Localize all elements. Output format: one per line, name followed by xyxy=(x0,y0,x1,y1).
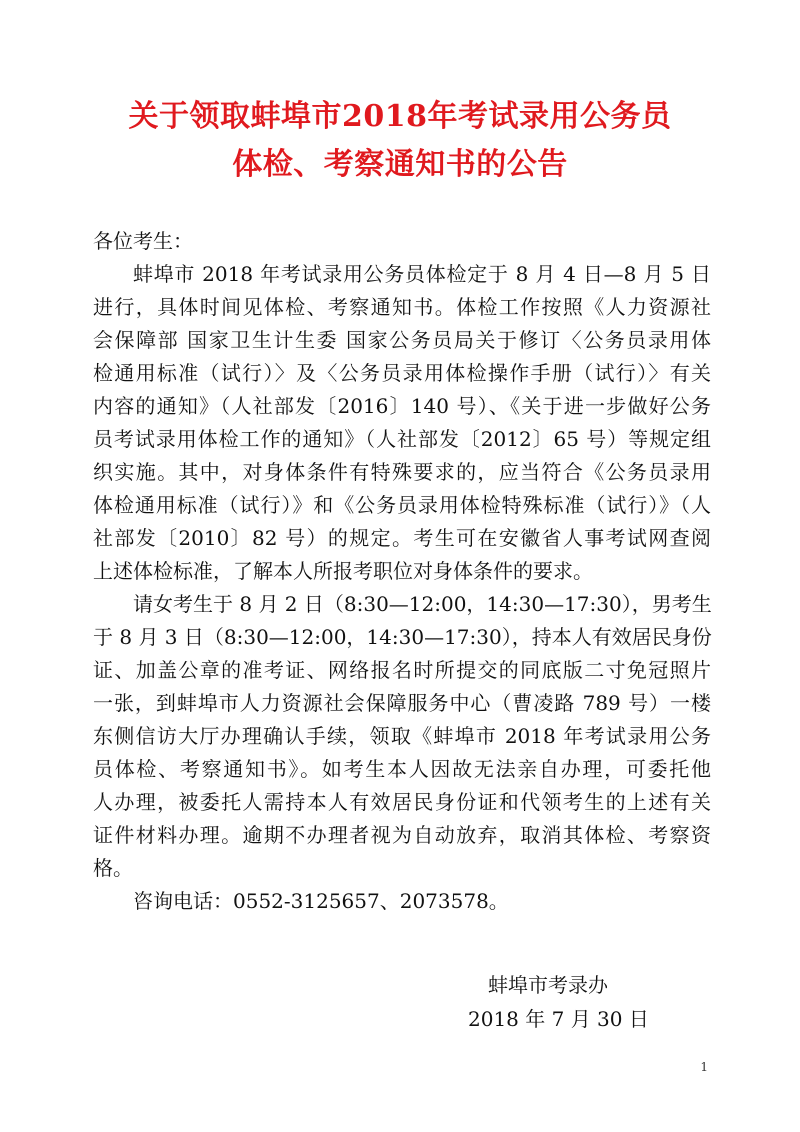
body-line: 蚌埠市 2018 年考试录用公务员体检定于 8 月 4 日—8 月 5 日 xyxy=(133,262,711,286)
body-line: 会保障部 国家卫生计生委 国家公务员局关于修订〈公务员录用体 xyxy=(93,328,711,352)
body-line: 织实施。其中，对身体条件有特殊要求的，应当符合《公务员录用 xyxy=(93,460,711,484)
issue-date: 2018 年 7 月 30 日 xyxy=(468,1007,649,1031)
body-line: 证件材料办理。逾期不办理者视为自动放弃，取消其体检、考察资 xyxy=(93,823,711,847)
body-line: 员考试录用体检工作的通知》（人社部发〔2012〕65 号）等规定组 xyxy=(93,427,711,451)
body-line: 检通用标准（试行）〉及〈公务员录用体检操作手册（试行）〉有关 xyxy=(93,361,711,385)
announcement-title-line-2: 体检、考察通知书的公告 xyxy=(232,147,568,182)
announcement-title-line-1: 关于领取蚌埠市2018年考试录用公务员 xyxy=(128,99,672,134)
body-line: 格。 xyxy=(93,856,133,880)
contact-phone: 咨询电话：0552-3125657、2073578。 xyxy=(133,889,509,913)
body-line: 人办理，被委托人需持本人有效居民身份证和代领考生的上述有关 xyxy=(93,790,711,814)
body-line: 一张，到蚌埠市人力资源社会保障服务中心（曹凌路 789 号）一楼 xyxy=(93,691,711,715)
body-line: 上述体检标准，了解本人所报考职位对身体条件的要求。 xyxy=(93,559,593,583)
body-line: 证、加盖公章的准考证、网络报名时所提交的同底版二寸免冠照片 xyxy=(93,658,711,682)
body-line: 进行，具体时间见体检、考察通知书。体检工作按照《人力资源社 xyxy=(93,295,711,319)
issuing-office: 蚌埠市考录办 xyxy=(488,973,608,997)
greeting: 各位考生： xyxy=(93,229,193,253)
body-line: 内容的通知》（人社部发〔2016〕140 号）、《关于进一步做好公务 xyxy=(93,394,711,418)
body-line: 东侧信访大厅办理确认手续，领取《蚌埠市 2018 年考试录用公务 xyxy=(93,724,711,748)
body-line: 员体检、考察通知书》。如考生本人因故无法亲自办理，可委托他 xyxy=(93,757,711,781)
body-line: 体检通用标准（试行）》和《公务员录用体检特殊标准（试行）》（人 xyxy=(93,493,711,517)
body-line: 请女考生于 8 月 2 日（8:30—12:00，14:30—17:30），男考生 xyxy=(133,592,712,616)
body-line: 于 8 月 3 日（8:30—12:00，14:30—17:30），持本人有效居民身份 xyxy=(93,625,712,649)
body-line: 社部发〔2010〕82 号）的规定。考生可在安徽省人事考试网查阅 xyxy=(93,526,711,550)
page-number: 1 xyxy=(700,1060,708,1074)
